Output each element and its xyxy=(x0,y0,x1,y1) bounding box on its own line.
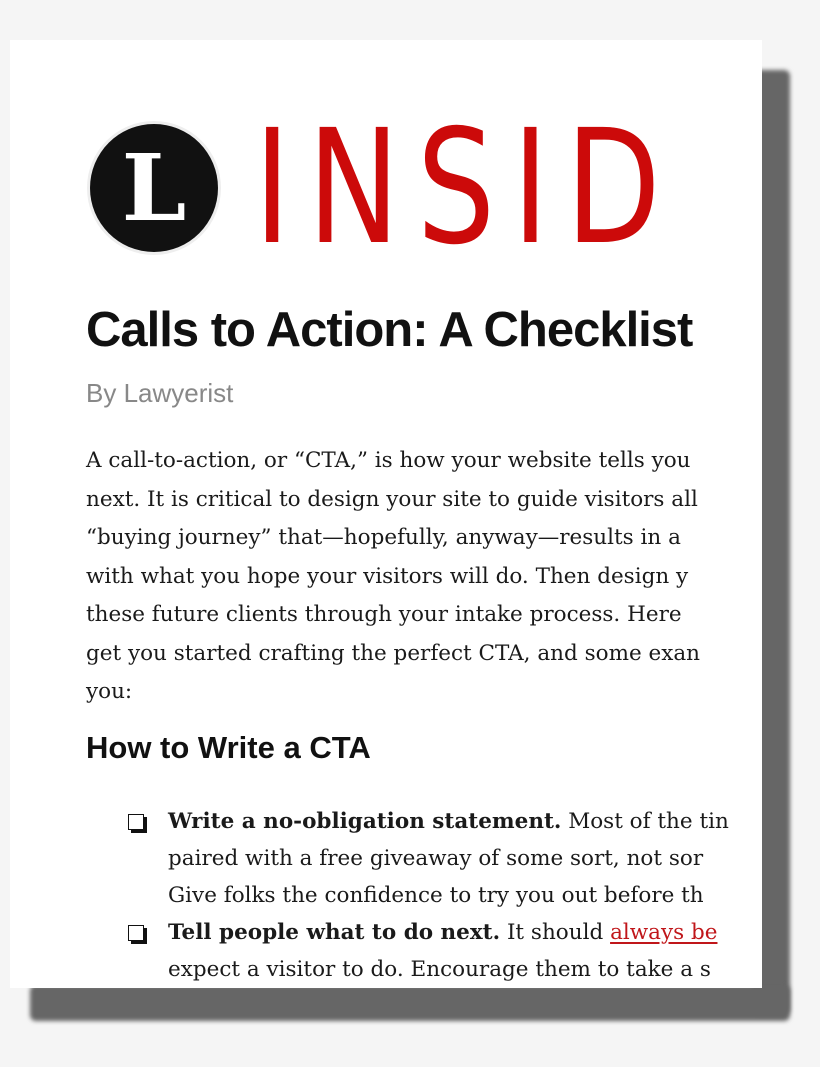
intro-line: get you started crafting the perfect CTA, and some exan xyxy=(86,640,701,666)
checklist-item-text: expect a visitor to do. Encourage them to take a s xyxy=(168,957,711,982)
intro-line: you: xyxy=(86,679,133,704)
logo-letter: L xyxy=(121,134,187,242)
checklist-item xyxy=(128,803,762,914)
page-shadow-bottom xyxy=(30,985,790,1021)
intro-line: next. It is critical to design your site to guide visitors all xyxy=(86,486,698,512)
document-page xyxy=(10,40,762,988)
intro-paragraph xyxy=(86,442,762,712)
cta-checklist xyxy=(128,803,762,988)
checklist-item-text: It should xyxy=(500,920,611,945)
checkbox-icon[interactable] xyxy=(128,814,144,830)
checklist-item-text: Most of the tin xyxy=(561,809,729,834)
lawyerist-logo-icon xyxy=(90,124,218,252)
intro-line: A call-to-action, or “CTA,” is how your website tells you xyxy=(86,448,691,473)
checklist-item-text: Give folks the confidence to try you out before th xyxy=(168,883,704,908)
checklist-item-text: paired with a free giveaway of some sort, not sor xyxy=(168,846,704,871)
brand-header xyxy=(90,96,762,280)
brand-wordmark: INSID xyxy=(254,96,678,280)
section-heading: How to Write a CTA xyxy=(86,730,371,765)
checklist-item-heading: Write a no-obligation statement. xyxy=(168,809,562,834)
article-byline: By Lawyerist xyxy=(86,378,234,408)
always-be-link[interactable]: always be xyxy=(610,920,718,945)
checkbox-icon[interactable] xyxy=(128,925,144,941)
intro-line: with what you hope your visitors will do. Then design y xyxy=(86,563,689,589)
checklist-item-heading: Tell people what to do next. xyxy=(168,920,501,945)
article-title: Calls to Action: A Checklist xyxy=(86,303,693,357)
intro-line: “buying journey” that—hopefully, anyway—results in a xyxy=(86,525,681,550)
checklist-item xyxy=(128,914,762,988)
intro-line: these future clients through your intake process. Here xyxy=(86,602,682,627)
